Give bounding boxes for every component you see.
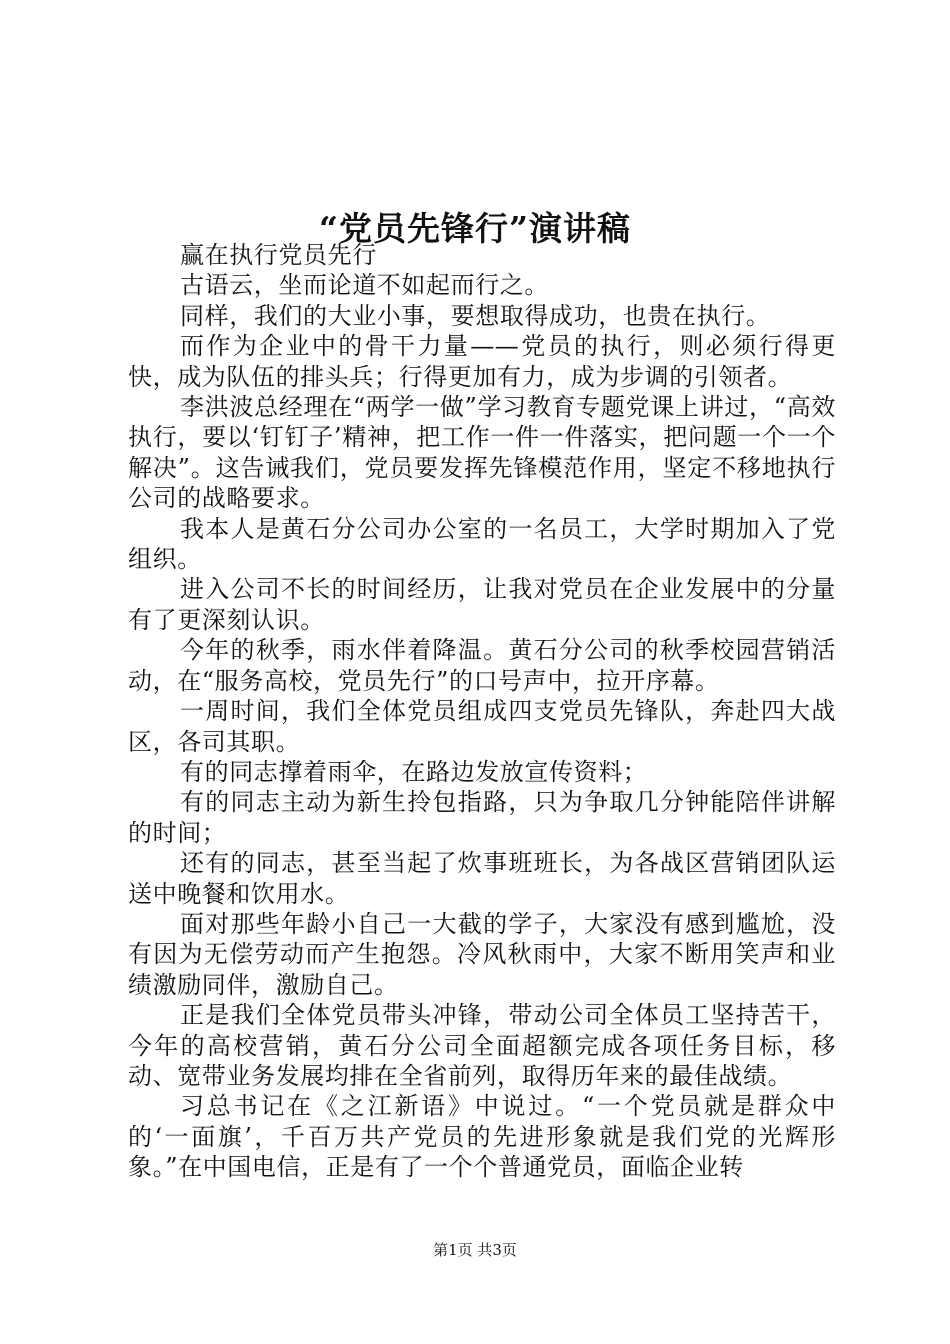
paragraph: 而作为企业中的骨干力量——党员的执行，则必须行得更快，成为队伍的排头兵；行得更加有力，成为步调的引领者。 [128, 332, 836, 391]
paragraph: 有的同志主动为新生拎包指路，只为争取几分钟能陪伴讲解的时间； [128, 788, 836, 847]
paragraph: 面对那些年龄小自己一大截的学子，大家没有感到尴尬，没有因为无偿劳动而产生抱怨。冷风秋雨中，大家不断用笑声和业绩激励同伴，激励自己。 [128, 909, 836, 999]
paragraph: 一周时间，我们全体党员组成四支党员先锋队，奔赴四大战区，各司其职。 [128, 697, 836, 756]
paragraph: 古语云，坐而论道不如起而行之。 [180, 271, 549, 300]
paragraph: 还有的同志，甚至当起了炊事班班长，为各战区营销团队运送中晚餐和饮用水。 [128, 849, 836, 908]
paragraph: 习总书记在《之江新语》中说过。“一个党员就是群众中的‘一面旗’，千百万共产党员的先进形象就是我们党的光辉形象。”在中国电信，正是有了一个个普通党员，面临企业转 [128, 1092, 836, 1182]
paragraph: 同样，我们的大业小事，要想取得成功，也贵在执行。 [180, 301, 771, 330]
paragraph: 有的同志撑着雨伞，在路边发放宣传资料； [180, 757, 648, 786]
page-number-footer: 第1页 共3页 [433, 1241, 517, 1259]
document-title: “党员先锋行”演讲稿 [319, 209, 631, 249]
paragraph: 正是我们全体党员带头冲锋，带动公司全体员工坚持苦干，今年的高校营销，黄石分公司全面超额完成各项任务目标，移动、宽带业务发展均排在全省前列，取得历年来的最佳战绩。 [128, 1001, 836, 1090]
paragraph: 我本人是黄石分公司办公室的一名员工，大学时期加入了党组织。 [128, 514, 836, 574]
paragraph: 李洪波总经理在“两学一做”学习教育专题党课上讲过，“高效执行，要以‘钉钉子’精神，把工作一件一件落实，把问题一个一个解决”。这告诫我们，党员要发挥先锋模范作用，坚定不移地执行公司的战略要求。 [128, 393, 836, 513]
paragraph: 进入公司不长的时间经历，让我对党员在企业发展中的分量有了更深刻认识。 [128, 575, 836, 634]
document-body [128, 240, 836, 1183]
paragraph: 今年的秋季，雨水伴着降温。黄石分公司的秋季校园营销活动，在“服务高校，党员先行”的口号声中，拉开序幕。 [128, 636, 836, 695]
paragraph: 赢在执行党员先行 [180, 241, 377, 269]
